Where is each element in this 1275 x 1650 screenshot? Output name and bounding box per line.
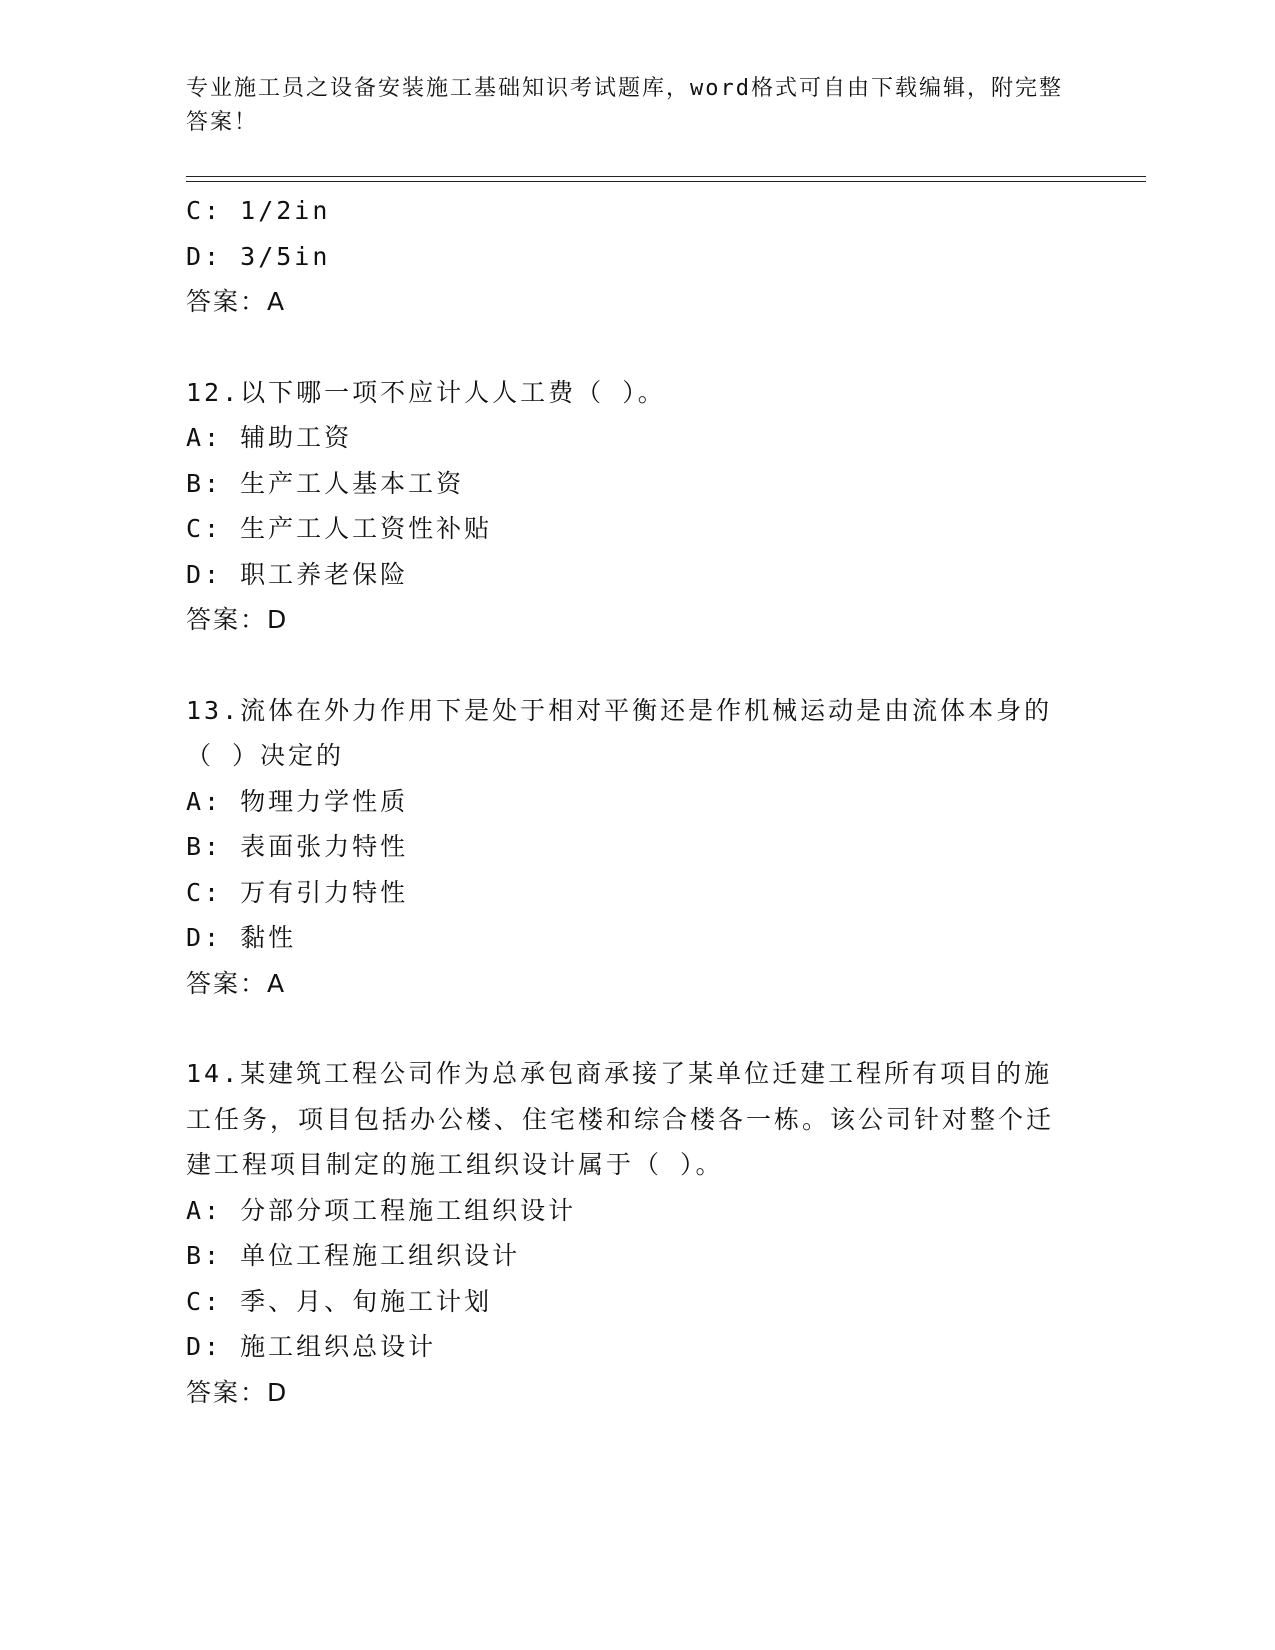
question-12-answer: 答案：D xyxy=(186,605,289,634)
document-header: 专业施工员之设备安装施工基础知识考试题库，word格式可自由下载编辑，附完整答案！ xyxy=(186,76,1063,135)
header-divider-bottom xyxy=(186,181,1146,182)
question-12-option-a: A: 辅助工资 xyxy=(186,423,353,452)
option-c: C: 1/2in xyxy=(186,196,331,225)
spacer xyxy=(186,643,1086,688)
question-12-option-c: C: 生产工人工资性补贴 xyxy=(186,514,493,543)
question-13-answer: 答案：A xyxy=(186,968,287,998)
question-13-option-b: B: 表面张力特性 xyxy=(186,832,409,861)
question-13-option-a: A: 物理力学性质 xyxy=(186,786,409,816)
question-14-option-a: A: 分部分项工程施工组织设计 xyxy=(186,1195,577,1225)
question-13-option-d: D: 黏性 xyxy=(186,923,297,952)
question-14-text: 14.某建筑工程公司作为总承包商承接了某单位迁建工程所有项目的施工任务，项目包括办公楼、住宅楼和综合楼各一栋。该公司针对整个迁建工程项目制定的施工组织设计属于（ ）。 xyxy=(186,1059,1055,1179)
spacer xyxy=(186,1006,1086,1051)
option-d: D: 3/5in xyxy=(186,241,331,271)
question-13-text: 13.流体在外力作用下是处于相对平衡还是作机械运动是由流体本身的（ ）决定的 xyxy=(186,695,1053,770)
question-12-text: 12.以下哪一项不应计人人工费（ ）。 xyxy=(186,377,666,407)
question-14-answer: 答案：D xyxy=(186,1377,289,1407)
question-14-option-d: D: 施工组织总设计 xyxy=(186,1332,437,1361)
question-14-option-c: C: 季、月、旬施工计划 xyxy=(186,1286,493,1316)
document-body xyxy=(186,188,1086,1415)
question-13-option-c: C: 万有引力特性 xyxy=(186,877,409,907)
answer-line: 答案：A xyxy=(186,287,287,316)
question-12-option-d: D: 职工养老保险 xyxy=(186,559,409,589)
question-12-option-b: B: 生产工人基本工资 xyxy=(186,468,465,498)
header-divider-top xyxy=(186,176,1146,177)
question-14-option-b: B: 单位工程施工组织设计 xyxy=(186,1241,521,1270)
spacer xyxy=(186,325,1086,370)
